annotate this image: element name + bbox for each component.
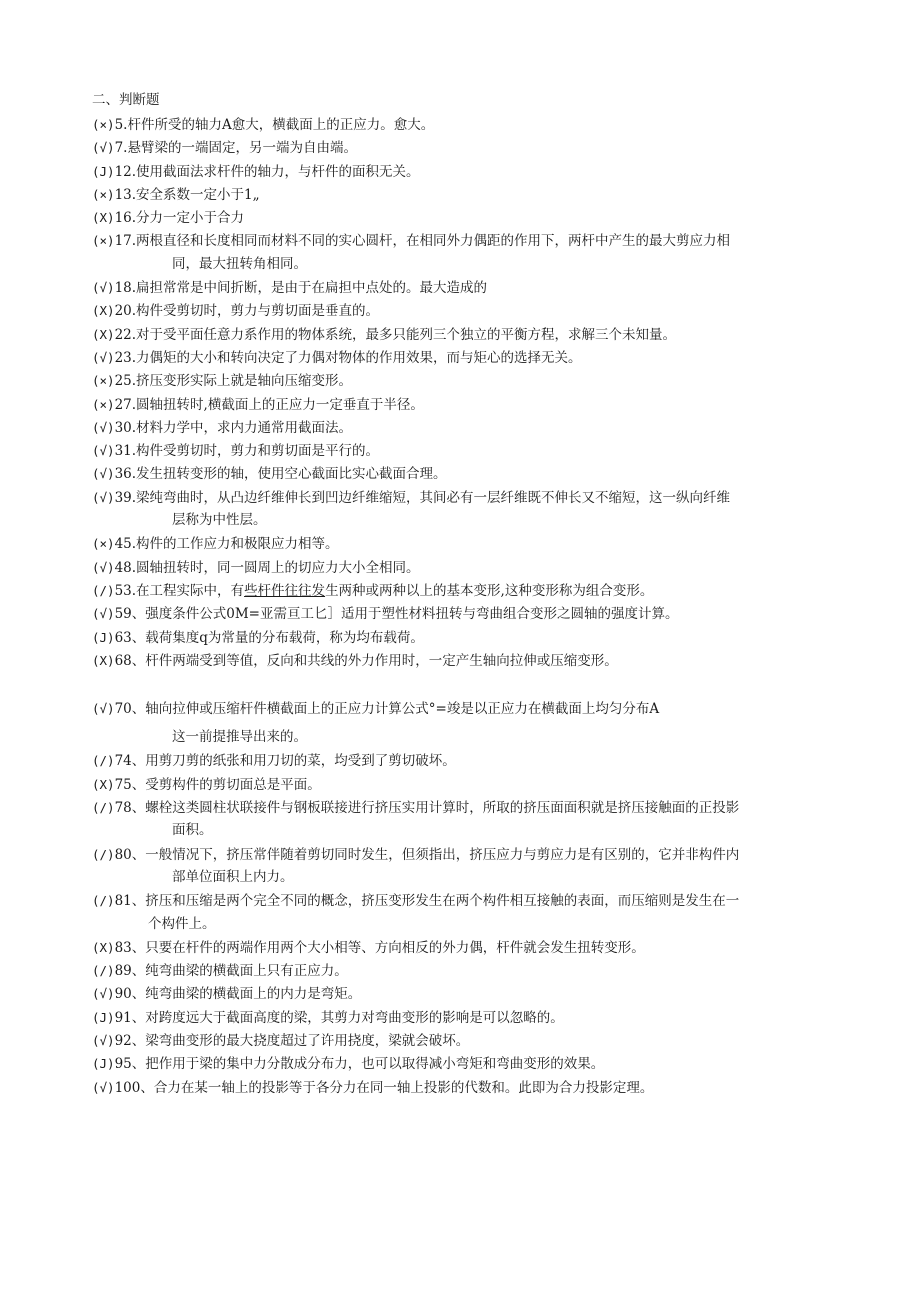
answer-mark: (√) [92,559,115,575]
question-text-a: 53.在工程实际中，有 [114,582,245,599]
question-item [92,626,832,649]
question-item [92,486,832,533]
answer-mark: (/) [92,800,115,816]
question-text: 83、只要在杆件的两端作用两个大小相等、方向相反的外力偶，杆件就会发生扭转变形。 [114,939,645,956]
question-continuation: 同，最大扭转角相同。 [172,255,307,272]
question-text: 48.圆轴扭转时，同一圆周上的切应力大小全相同。 [114,559,420,576]
answer-mark: (√) [92,701,115,717]
question-text: 23.力偶矩的大小和转向决定了力偶对物体的作用效果，而与矩心的选择无关。 [114,349,582,366]
question-item [92,532,832,555]
answer-mark: (√) [92,1079,115,1095]
answer-mark: (×) [92,396,115,412]
question-item [92,692,832,749]
answer-mark: (J) [92,1009,115,1025]
question-item [92,113,832,136]
answer-mark: (X) [92,326,115,342]
question-text: 68、杆件两端受到等值，反向和共线的外力作用时，一定产生轴向拉伸或压缩变形。 [114,652,618,669]
question-text: 78、螺栓这类圆柱状联接件与钢板联接进行挤压实用计算时，所取的挤压面面积就是挤压接触面的正投影 [114,800,740,817]
question-item [92,1076,832,1099]
question-text-underlined: 些杆件往往发 [244,582,326,599]
question-item [92,229,832,276]
answer-mark: (J) [92,629,115,645]
question-item [92,439,832,462]
question-item [92,602,832,625]
answer-mark: (√) [92,606,115,622]
question-text: 39.梁纯弯曲时，从凸边纤维伸长到凹边纤维缩短，其间必有一层纤维既不伸长又不缩短，这一纵向纤维 [114,489,731,506]
answer-mark: (√) [92,489,115,505]
answer-mark: (×) [92,186,115,202]
question-continuation: 这一前提推导出来的。 [172,729,307,746]
answer-mark: (J) [92,163,115,179]
question-item [92,346,832,369]
question-list [92,113,832,1099]
question-item [92,579,832,602]
question-item [92,843,832,890]
answer-mark: (√) [92,466,115,482]
question-text-b: 生两种或两种以上的基本变形,这种变形称为组合变形。 [325,582,654,599]
answer-mark: (√) [92,443,115,459]
section-title: 二、判断题 [92,92,160,108]
question-text: 80、一般情况下，挤压常伴随着剪切同时发生，但须指出，挤压应力与剪应力是有区别的，它并非构件内 [114,846,740,863]
question-text: 12.使用截面法求杆件的轴力，与杆件的面积无关。 [114,163,420,180]
question-item [92,936,832,959]
question-item [92,393,832,416]
answer-mark: (√) [92,986,115,1002]
question-item [92,369,832,392]
question-text: 36.发生扭转变形的轴，使用空心截面比实心截面合理。 [114,466,447,483]
question-text: 18.扁担常常是中间折断，是由于在扁担中点处的。最大造成的 [114,280,488,297]
answer-mark: (X) [92,939,115,955]
question-item [92,183,832,206]
question-item [92,416,832,439]
question-item [92,889,832,936]
question-text: 31.构件受剪切时，剪力和剪切面是平行的。 [114,443,380,460]
answer-mark: (√) [92,419,115,435]
question-text: 17.两根直径和长度相同而材料不同的实心圆杆，在相同外力偶距的作用下，两杆中产生的最大剪应力相 [114,233,731,250]
answer-mark: (√) [92,280,115,296]
answer-mark: (×) [92,117,115,132]
question-item [92,982,832,1005]
question-text: 90、纯弯曲梁的横截面上的内力是弯矩。 [114,986,362,1003]
answer-mark: (×) [92,233,115,249]
answer-mark: (/) [92,963,115,979]
question-text: 59、强度条件公式0M=亚需亘工匕］适用于塑性材料扭转与弯曲组合变形之圆轴的强度计算。 [114,606,679,623]
answer-mark: (×) [92,373,115,389]
question-text: 74、用剪刀剪的纸张和用刀切的菜，均受到了剪切破坏。 [114,753,456,770]
question-text: 81、挤压和压缩是两个完全不同的概念，挤压变形发生在两个构件相互接触的表面，而压缩则是发生在一 [114,893,740,910]
answer-mark: (/) [92,582,115,598]
answer-mark: (X) [92,303,115,319]
question-item [92,796,832,843]
question-text: 30.材料力学中，求内力通常用截面法。 [114,419,353,436]
question-text: 45.构件的工作应力和极限应力相等。 [114,536,339,553]
question-item [92,462,832,485]
answer-mark: (√) [92,349,115,365]
answer-mark: (√) [92,1032,115,1048]
question-item [92,749,832,772]
question-item [92,773,832,796]
spacer [92,672,832,692]
question-text: 95、把作用于梁的集中力分散成分布力，也可以取得减小弯矩和弯曲变形的效果。 [114,1056,605,1073]
question-item [92,160,832,183]
question-text: 63、载荷集度q为常量的分布载荷，称为均布载荷。 [114,629,424,646]
question-continuation: 部单位面积上内力。 [172,868,294,885]
question-text: 7.悬臂梁的一端固定，另一端为自由端。 [114,140,357,157]
question-text: 16.分力一定小于合力 [114,210,245,227]
answer-mark: (/) [92,846,115,862]
question-text: 91、对跨度远大于截面高度的梁，其剪力对弯曲变形的影响是可以忽略的。 [114,1009,564,1026]
question-item [92,959,832,982]
answer-mark: (X) [92,210,115,226]
question-item [92,1052,832,1075]
answer-mark: (/) [92,753,115,769]
question-continuation: 层称为中性层。 [172,512,267,529]
answer-mark: (/) [92,893,115,909]
question-text: 75、受剪构件的剪切面总是平面。 [114,776,321,793]
question-item [92,206,832,229]
answer-mark: (J) [92,1056,115,1072]
question-item [92,1029,832,1052]
question-text: 27.圆轴扭转时,横截面上的正应力一定垂直于半径。 [114,396,424,413]
question-item [92,556,832,579]
question-text: 22.对于受平面任意力系作用的物体系统，最多只能列三个独立的平衡方程，求解三个未知量。 [114,326,677,343]
question-item [92,1006,832,1029]
question-continuation: 个构件上。 [148,915,216,932]
question-text: 100、合力在某一轴上的投影等于各分力在同一轴上投影的代数和。此即为合力投影定理。 [114,1079,654,1096]
question-item [92,299,832,322]
answer-mark: (X) [92,776,115,792]
question-text: 92、梁弯曲变形的最大挠度超过了许用挠度，梁就会破坏。 [114,1032,470,1049]
question-item [92,323,832,346]
question-item [92,136,832,159]
question-continuation: 面积。 [172,822,213,839]
question-item [92,649,832,672]
question-text: 89、纯弯曲梁的横截面上只有正应力。 [114,963,348,980]
question-item [92,276,832,299]
answer-mark: (X) [92,652,115,668]
answer-mark: (√) [92,140,115,156]
question-text: 70、轴向拉伸或压缩杆件横截面上的正应力计算公式°=竣是以正应力在横截面上均匀分布A [114,701,660,718]
answer-mark: (×) [92,536,115,552]
question-text: 5.杆件所受的轴力A愈大，横截面上的正应力。愈大。 [114,117,435,133]
question-text: 13.安全系数一定小于1„ [114,186,260,203]
question-text: 25.挤压变形实际上就是轴向压缩变形。 [114,373,353,390]
question-text: 20.构件受剪切时，剪力与剪切面是垂直的。 [114,303,380,320]
